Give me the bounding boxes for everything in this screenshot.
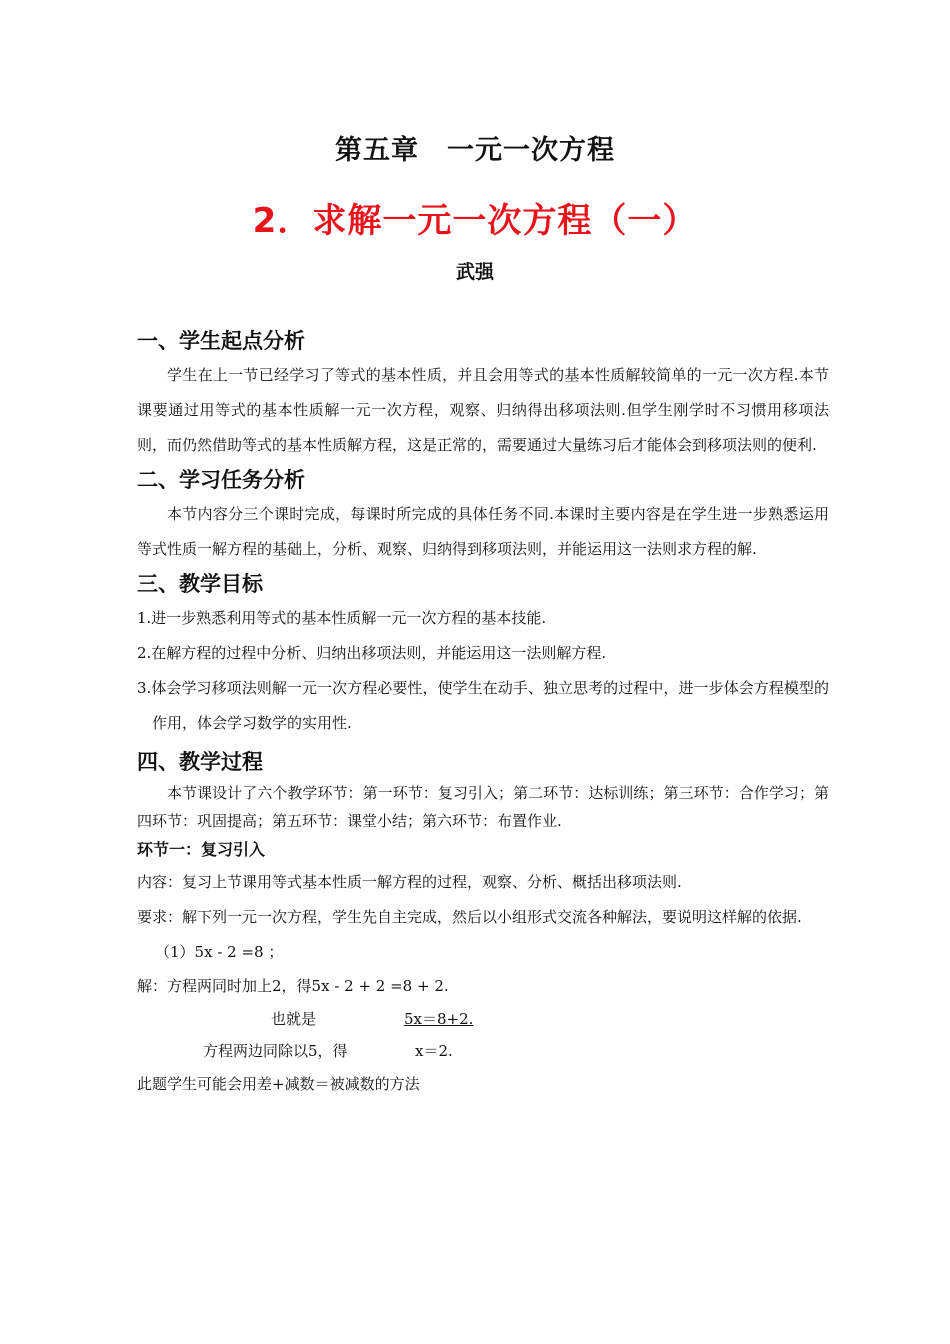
link-1-heading: 环节一：复习引入 (137, 840, 266, 859)
equation-1: （1）5x - 2 =8 ； (155, 943, 284, 961)
section-1-paragraph: 学生在上一节已经学习了等式的基本性质，并且会用等式的基本性质解较简单的一元一次方程.本节课要通过用等式的基本性质解一元一次方程，观察、归纳得出移项法则.但学生刚学时不习惯用移项法则，而仍然借助等式的基本性质解方程，这是正常的，需要通过大量练习后才能体会到移项法则的便利. (137, 366, 829, 454)
section-heading-2: 二、学习任务分析 (137, 468, 305, 492)
link-1-requirement: 要求：解下列一元一次方程，学生先自主完成，然后以小组形式交流各种解法，要说明这样解的依据. (137, 908, 802, 926)
solution-line: 解：方程两同时加上2，得5x - 2 + 2 =8 + 2. (137, 977, 449, 995)
section-heading-1: 一、学生起点分析 (137, 329, 305, 353)
goal-item: 1.进一步熟悉利用等式的基本性质解一元一次方程的基本技能. (137, 609, 547, 627)
method-note: 此题学生可能会用差+减数＝被减数的方法 (137, 1075, 420, 1093)
step-row-1 (137, 1003, 829, 1035)
step-1-label: 也就是 (271, 1010, 317, 1028)
section-heading-3: 三、教学目标 (137, 572, 263, 596)
step-2-label: 方程两边同除以5，得 (203, 1042, 348, 1060)
section-heading-4: 四、教学过程 (137, 750, 263, 774)
link-1-content: 内容：复习上节课用等式基本性质一解方程的过程，观察、分析、概括出移项法则. (137, 873, 682, 891)
document-body (137, 324, 829, 1101)
goal-item: 2.在解方程的过程中分析、归纳出移项法则，并能运用这一法则解方程. (137, 644, 607, 662)
step-2-value: x＝2. (415, 1042, 453, 1060)
section-4-intro: 本节课设计了六个教学环节：第一环节：复习引入；第二环节：达标训练；第三环节：合作学习；第四环节：巩固提高；第五环节：课堂小结；第六环节：布置作业. (137, 784, 829, 830)
chapter-heading: 第五章 一元一次方程 (335, 135, 615, 166)
step-1-value: 5x＝8+2. (404, 1010, 474, 1028)
lesson-title: 2．求解一元一次方程（一） (252, 201, 698, 241)
author-name: 武强 (455, 261, 494, 283)
step-row-2 (137, 1035, 829, 1067)
goal-item: 3.体会学习移项法则解一元一次方程必要性，使学生在动手、独立思考的过程中，进一步体会方程模型的作用，体会学习数学的实用性. (137, 679, 829, 732)
section-2-paragraph: 本节内容分三个课时完成，每课时所完成的具体任务不同.本课时主要内容是在学生进一步熟悉运用等式性质一解方程的基础上，分析、观察、归纳得到移项法则，并能运用这一法则求方程的解. (137, 505, 829, 558)
